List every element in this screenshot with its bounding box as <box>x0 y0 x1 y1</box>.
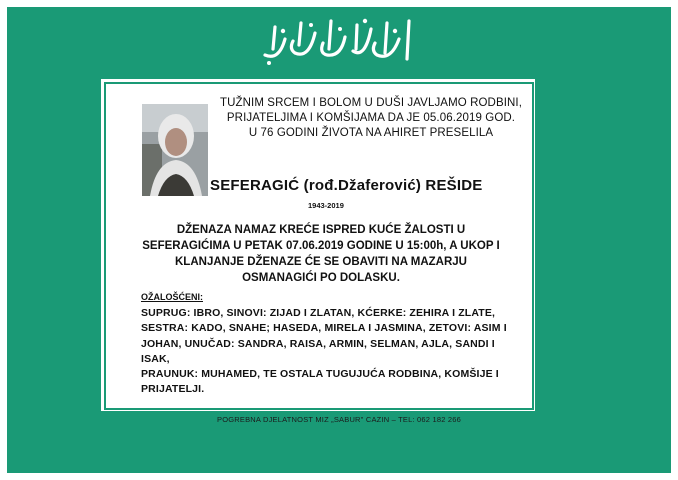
deceased-name: SEFERAGIĆ (rođ.Džaferović) REŠIDE <box>210 177 483 194</box>
mourners-line: PRIJATELJI. <box>141 383 205 396</box>
funeral-announcement <box>126 222 516 286</box>
life-years: 1943-2019 <box>308 201 344 210</box>
mourners-line: SUPRUG: IBRO, SINOVI: ZIJAD I ZLATAN, KĆERKE: ZEHIRA I ZLATE, <box>141 307 496 319</box>
announcement-line: DŽENAZA NAMAZ KREĆE ISPRED KUĆE ŽALOSTI U <box>176 224 466 236</box>
mourners-line: SESTRA: KADO, SNAHE; HASEDA, MIRELA I JASMINA, ZETOVI: ASIM I <box>141 322 507 335</box>
arabic-calligraphy-header <box>7 9 671 75</box>
announcement-line: SEFERAGIĆIMA U PETAK 07.06.2019 GODINE U 15:00h, A UKOP I <box>142 240 500 252</box>
green-frame <box>7 7 671 473</box>
funeral-service-footer: POGREBNA DJELATNOST MIZ „SABUR" CAZIN – TEL: 062 182 266 <box>217 415 461 424</box>
intro-line: TUŽNIM SRCEM I BOLOM U DUŠI JAVLJAMO RODBINI, <box>219 97 523 109</box>
notice-panel-border <box>104 82 534 410</box>
mourners-line: JOHAN, UNUČAD: SANDRA, RAISA, ARMIN, SELMAN, AJLA, SANDI I ISAK, <box>141 337 495 365</box>
deceased-photo <box>142 104 208 196</box>
intro-line: PRIJATELJIMA I KOMŠIJAMA DA JE 05.06.2019 GOD. <box>226 112 516 124</box>
intro-text <box>211 96 531 141</box>
mourners-list <box>141 306 521 398</box>
announcement-line: OSMANAGIĆI PO DOLASKU. <box>242 272 400 284</box>
intro-line: U 76 GODINI ŽIVOTA NA AHIRET PRESELILA <box>248 127 494 139</box>
mourners-label: OŽALOŠĆENI: <box>141 292 203 302</box>
calligraphy-logo <box>249 9 429 71</box>
mourners-line: PRAUNUK: MUHAMED, TE OSTALA TUGUJUĆA RODBINA, KOMŠIJE I <box>141 368 499 381</box>
announcement-line: KLANJANJE DŽENAZE ĆE SE OBAVITI NA MAZARJU <box>175 256 467 268</box>
notice-panel <box>101 79 535 411</box>
